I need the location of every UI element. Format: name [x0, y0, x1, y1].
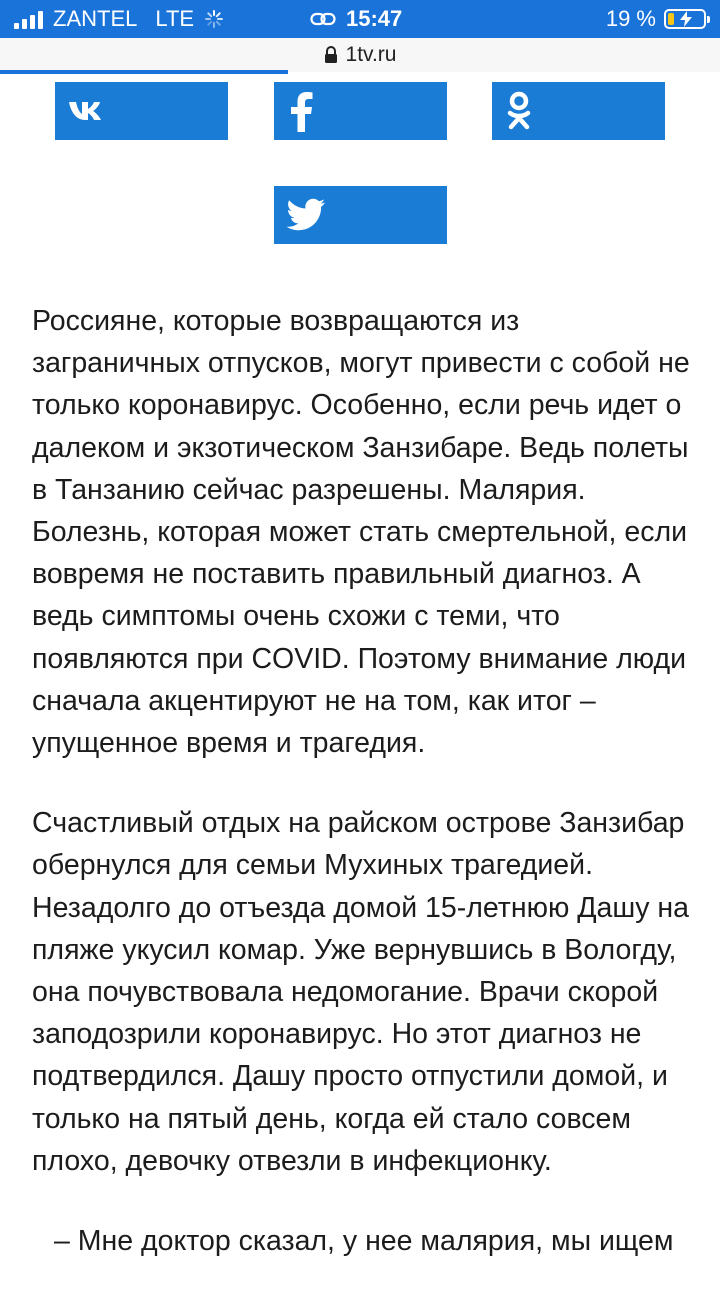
article-paragraph: Счастливый отдых на райском острове Занзибар обернулся для семьи Мухиных трагедией. Незадолго до отъезда домой 15-летнюю Дашу на пляже укусил комар. Уже вернувшись в Вологду, она почувствовала недомогание. Врачи скорой заподозрили коронавирус. Но этот диагноз не подтвердился. Дашу просто отпустили домой, и только на пятый день, когда ей стало совсем плохо, девочку отвезли в инфекционку. — [32, 807, 690, 1177]
twitter-icon — [286, 198, 326, 232]
battery-level — [668, 13, 674, 25]
activity-spinner-icon — [204, 9, 224, 29]
page-load-progress-bar — [0, 70, 288, 74]
article-paragraph: – Мне доктор сказал, у нее малярия, мы ищем — [54, 1225, 674, 1258]
lock-icon — [324, 46, 338, 64]
status-bar — [0, 0, 720, 38]
charging-bolt-icon — [679, 11, 693, 27]
share-twitter-button[interactable] — [274, 186, 447, 244]
network-type: LTE — [155, 6, 195, 31]
facebook-icon — [286, 90, 316, 132]
signal-strength-icon — [14, 9, 43, 29]
status-bar-left — [14, 0, 224, 38]
link-icon — [310, 11, 336, 27]
share-odnoklassniki-button[interactable] — [492, 82, 665, 140]
article-paragraph: Россияне, которые возвращаются из заграничных отпусков, могут привести с собой не только коронавирус. Особенно, если речь идет о далеком и экзотическом Занзибаре. Ведь полеты в Танзанию сейчас разрешены. Малярия. Болезнь, которая может стать смертельной, если вовремя не поставить правильный диагноз. А ведь симптомы очень схожи с теми, что появляются при COVID. Поэтому внимание люди сначала акцентируют не на том, как итог – упущенное время и трагедия. — [32, 305, 690, 760]
status-bar-center — [310, 0, 402, 38]
clock: 15:47 — [346, 6, 403, 31]
share-facebook-button[interactable] — [274, 82, 447, 140]
vk-icon — [67, 99, 109, 123]
address-bar[interactable] — [0, 38, 720, 72]
url-text: 1tv.ru — [345, 43, 397, 66]
share-vk-button[interactable] — [55, 82, 228, 140]
battery-percentage: 19 % — [605, 6, 656, 31]
article-body — [32, 300, 692, 1300]
status-bar-right — [606, 0, 706, 38]
battery-icon — [664, 9, 706, 29]
carrier-name: ZANTEL — [53, 6, 138, 31]
odnoklassniki-icon — [504, 90, 534, 132]
